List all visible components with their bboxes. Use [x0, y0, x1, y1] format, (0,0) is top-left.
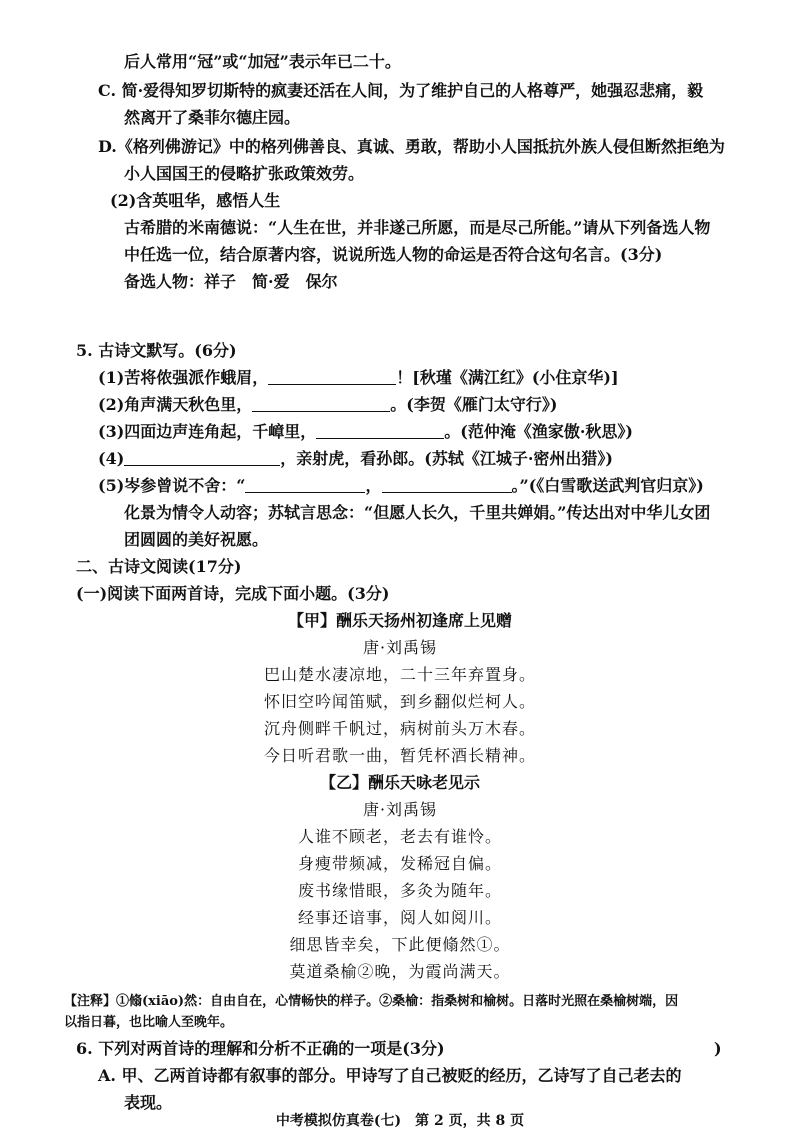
q5-item-3: (3)四面边声连角起，千嶂里， 。(范仲淹《渔家傲·秋思》) [98, 422, 633, 441]
annotation-line2: 以指日暮，也比喻人至晚年。 [64, 1015, 234, 1030]
answer-blank[interactable] [245, 476, 365, 493]
poem-b-line: 经事还谙事，阅人如阅川。 [297, 908, 502, 927]
poem-b-line: 细思皆幸矣，下此便翛然①。 [289, 935, 511, 954]
poem-b-line: 废书缘惜眼，多灸为随年。 [297, 881, 502, 900]
poem-b-line: 身瘦带频减，发稀冠自偏。 [297, 854, 502, 873]
poem-a-author: 唐·刘禹锡 [362, 638, 438, 657]
poem-b-author: 唐·刘禹锡 [362, 800, 438, 819]
q5-title: 5. 古诗文默写。(6分) [76, 341, 237, 360]
q5-item-5-cont1: 化景为情令人动容；苏轼言思念：“但愿人长久，千里共婵娟。”传达出对中华儿女团 [124, 503, 711, 522]
answer-blank[interactable] [382, 476, 512, 493]
text-line: 后人常用“冠”或“加冠”表示年已二十。 [124, 52, 401, 71]
q6-option-a-line2: 表现。 [124, 1093, 173, 1112]
poem-b-line: 莫道桑榆②晚，为霞尚满天。 [289, 962, 511, 981]
candidate-list: 备选人物：祥子 简·爱 保尔 [124, 272, 338, 291]
poem-b-line: 人谁不顾老，老去有谁怜。 [297, 827, 502, 846]
answer-blank[interactable] [268, 368, 396, 385]
answer-blank[interactable] [316, 422, 444, 439]
q6-option-a-line1: A. 甲、乙两首诗都有叙事的部分。甲诗写了自己被贬的经历，乙诗写了自己老去的 [98, 1066, 682, 1085]
prompt-line2: 中任选一位，结合原著内容，说说所选人物的命运是否符合这句名言。(3分) [124, 245, 663, 264]
q5-item-5: (5)岑参曾说不舍：“ ， 。”(《白雪歌送武判官归京》) [98, 476, 704, 495]
answer-blank[interactable] [124, 449, 280, 466]
section-title: 二、古诗文阅读(17分) [76, 557, 242, 576]
option-d-line1: D.《格列佛游记》中的格列佛善良、真诚、勇敢，帮助小人国抵抗外族人侵但断然拒绝为 [98, 137, 725, 156]
answer-paren[interactable]: ) [714, 1039, 722, 1058]
q5-item-5-cont2: 团圆圆的美好祝愿。 [124, 530, 269, 549]
poem-a-line: 今日听君歌一曲，暂凭杯酒长精神。 [263, 746, 536, 765]
poem-a-line: 沉舟侧畔千帆过，病树前头万木春。 [263, 719, 536, 738]
q5-item-4: (4) ，亲射虎，看孙郎。(苏轼《江城子·密州出猎》) [98, 449, 613, 468]
poem-a-line: 怀旧空吟闻笛赋，到乡翻似烂柯人。 [263, 692, 536, 711]
poem-b-title: 【乙】酬乐天咏老见示 [319, 773, 480, 792]
poem-a-title: 【甲】酬乐天扬州初逢席上见赠 [287, 611, 512, 630]
poem-a-line: 巴山楚水凄凉地，二十三年弃置身。 [263, 665, 536, 684]
q5-item-1: (1)苦将侬强派作蛾眉， ！[秋瑾《满江红》(小住京华)] [98, 368, 619, 387]
option-d-line2: 小人国国王的侵略扩张政策效劳。 [124, 164, 365, 183]
q6-stem: 6. 下列对两首诗的理解和分析不正确的一项是(3分) [76, 1039, 445, 1058]
q5-item-2: (2)角声满天秋色里， 。(李贺《雁门太守行》) [98, 395, 558, 414]
prompt-line1: 古希腊的米南德说：“人生在世，并非遂己所愿，而是尽己所能。”请从下列备选人物 [124, 218, 711, 237]
option-c-line1: C. 简·爱得知罗切斯特的疯妻还活在人间，为了维护自己的人格尊严，她强忍悲痛，毅 [98, 81, 704, 100]
answer-blank[interactable] [252, 395, 390, 412]
annotation-line1: 【注释】①翛(xiāo)然：自由自在，心情畅快的样子。②桑榆：指桑树和榆树。日落时光照在桑榆树端，因 [64, 994, 679, 1009]
section-subtitle: (一)阅读下面两首诗，完成下面小题。(3分) [76, 584, 390, 603]
subquestion-title: (2)含英咀华，感悟人生 [110, 191, 281, 210]
option-c-line2: 然离开了桑菲尔德庄园。 [124, 108, 301, 127]
page-footer: 中考模拟仿真卷(七) 第 2 页，共 8 页 [275, 1113, 525, 1129]
